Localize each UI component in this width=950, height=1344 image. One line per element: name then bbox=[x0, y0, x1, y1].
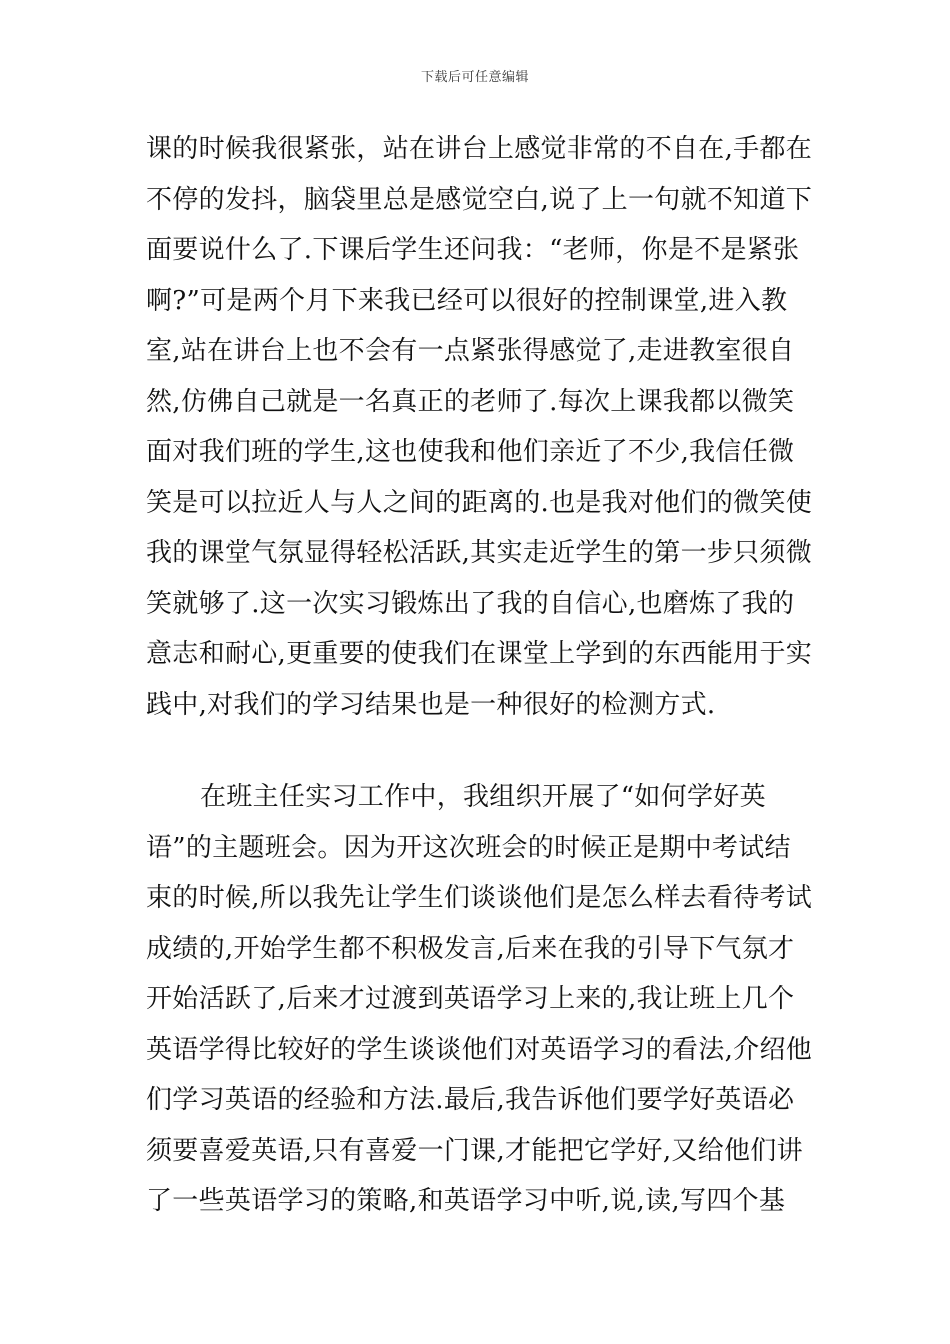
text-line: 践中,对我们的学习结果也是一种很好的检测方式. bbox=[146, 689, 716, 720]
text-line: 课的时候我很紧张，站在讲台上感觉非常的不自在,手都在 bbox=[146, 134, 813, 164]
text-line: 了一些英语学习的策略,和英语学习中听,说,读,写四个基 bbox=[146, 1186, 786, 1216]
text-line: 笑就够了.这一次实习锻炼出了我的自信心,也磨炼了我的 bbox=[146, 588, 795, 619]
text-line: 啊?”可是两个月下来我已经可以很好的控制课堂,进入教 bbox=[146, 285, 788, 316]
text-line: 室,站在讲台上也不会有一点紧张得感觉了,走进教室很自 bbox=[146, 336, 795, 366]
text-line: 须要喜爱英语,只有喜爱一门课,才能把它学好,又给他们讲 bbox=[146, 1135, 803, 1166]
text-line: 然,仿佛自己就是一名真正的老师了.每次上课我都以微笑 bbox=[146, 386, 795, 417]
text-line: 面要说什么了.下课后学生还问我：“老师，你是不是紧张 bbox=[146, 235, 800, 265]
paragraph-2 bbox=[146, 772, 813, 1227]
text-line: 语”的主题班会。因为开这次班会的时候正是期中考试结 bbox=[146, 832, 791, 863]
page-header-note: 下载后可任意编辑 bbox=[420, 70, 529, 85]
text-line-first-indented: 在班主任实习工作中，我组织开展了“如何学好英 bbox=[200, 782, 766, 812]
text-line: 英语学得比较好的学生谈谈他们对英语学习的看法,介绍他 bbox=[146, 1034, 813, 1065]
paragraph-1 bbox=[146, 124, 813, 730]
text-line: 开始活跃了,后来才过渡到英语学习上来的,我让班上几个 bbox=[146, 984, 795, 1014]
text-line: 成绩的,开始学生都不积极发言,后来在我的引导下气氛才 bbox=[146, 933, 795, 964]
text-line: 我的课堂气氛显得轻松活跃,其实走近学生的第一步只须微 bbox=[146, 538, 813, 568]
text-line: 不停的发抖，脑袋里总是感觉空白,说了上一句就不知道下 bbox=[146, 184, 813, 215]
text-line: 意志和耐心,更重要的使我们在课堂上学到的东西能用于实 bbox=[146, 639, 813, 669]
text-line: 们学习英语的经验和方法.最后,我告诉他们要学好英语必 bbox=[146, 1085, 795, 1115]
text-line: 束的时候,所以我先让学生们谈谈他们是怎么样去看待考试 bbox=[146, 883, 813, 913]
text-line: 笑是可以拉近人与人之间的距离的.也是我对他们的微笑使 bbox=[146, 487, 813, 518]
text-line: 面对我们班的学生,这也使我和他们亲近了不少,我信任微 bbox=[146, 437, 795, 467]
